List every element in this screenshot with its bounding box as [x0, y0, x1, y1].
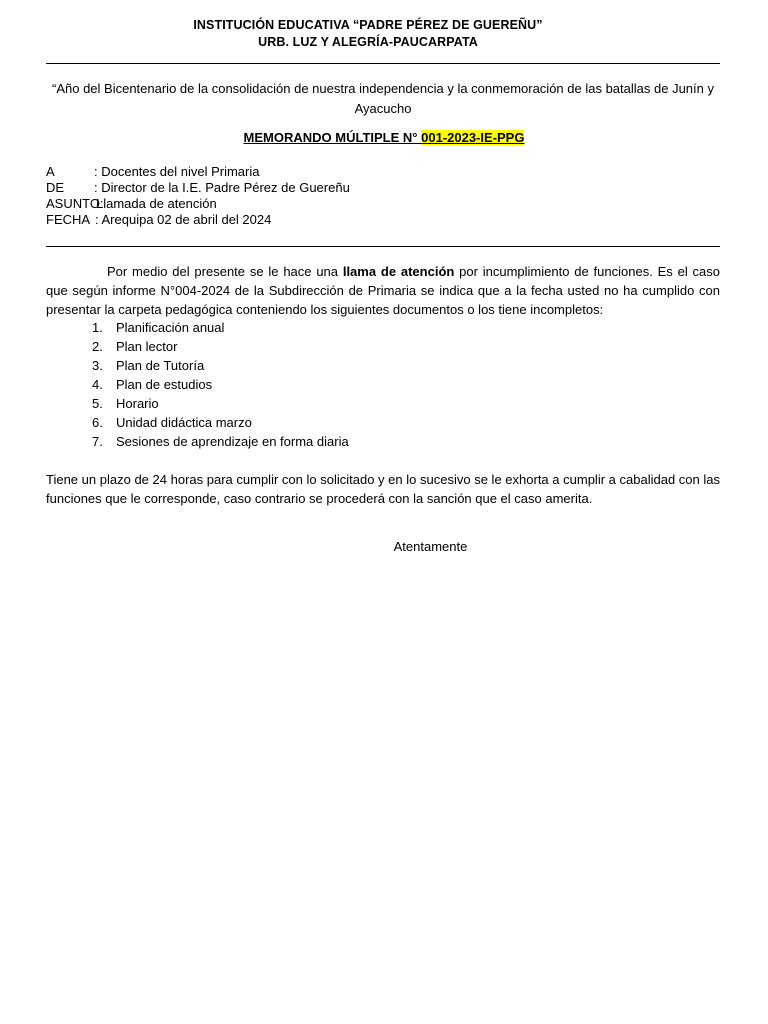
list-item-number: 5.	[92, 396, 103, 411]
memo-number: 001-2023-IE-PPG	[421, 130, 525, 145]
list-item-text: Plan de estudios	[116, 377, 213, 392]
list-item	[46, 432, 349, 451]
list-item-text: Sesiones de aprendizaje en forma diaria	[116, 434, 349, 449]
list-item-number: 1.	[92, 320, 103, 335]
list-item-number: 3.	[92, 358, 103, 373]
list-item-number: 6.	[92, 415, 103, 430]
p1-text-start: Por medio del presente se le hace una	[107, 264, 343, 279]
list-item	[46, 394, 349, 413]
field-from-value: : Director de la I.E. Padre Pérez de Guereñu	[94, 180, 350, 195]
list-item	[46, 413, 349, 432]
field-date-label: FECHA	[46, 212, 91, 227]
body-paragraph-2: Tiene un plazo de 24 horas para cumplir con lo solicitado y en lo sucesivo se le exhorta a cumplir a cabalidad con las funciones que le corresponde, caso contrario se procederá con la sanción que el caso amerita.	[46, 472, 720, 506]
list-item	[46, 318, 349, 337]
p1-text-end: por incumplimiento de funciones. Es el caso que según informe N°004-2024 de la Subdirección de Primaria se indica que a la fecha usted no ha cumplido con presentar la carpeta pedagógica conteniendo los siguientes documentos o los tiene incompletos:	[46, 264, 720, 317]
list-item-text: Plan lector	[116, 339, 178, 354]
field-date-value: : Arequipa 02 de abril del 2024	[95, 212, 272, 227]
list-item-number: 4.	[92, 377, 103, 392]
list-item-text: Horario	[116, 396, 159, 411]
field-subject-label: ASUNTO:	[46, 196, 104, 211]
field-to	[46, 163, 260, 180]
field-to-value: : Docentes del nivel Primaria	[94, 164, 260, 179]
list-item	[46, 356, 349, 375]
header-divider	[46, 63, 720, 64]
fields-divider	[46, 246, 720, 247]
institution-name: INSTITUCIÓN EDUCATIVA “PADRE PÉREZ DE GUEREÑU”	[193, 18, 543, 32]
memo-title	[0, 130, 768, 145]
list-item-text: Planificación anual	[116, 320, 225, 335]
field-subject	[46, 195, 217, 212]
list-item-number: 2.	[92, 339, 103, 354]
document-list	[46, 318, 349, 451]
institution-address: URB. LUZ Y ALEGRÍA-PAUCARPATA	[258, 35, 478, 49]
field-date	[46, 211, 272, 228]
field-subject-value: Llamada de atención	[96, 196, 217, 211]
list-item	[46, 375, 349, 394]
list-item-text: Unidad didáctica marzo	[116, 415, 252, 430]
list-item	[46, 337, 349, 356]
field-to-label: A	[46, 164, 55, 179]
memo-title-prefix: MEMORANDO MÚLTIPLE N°	[243, 130, 422, 145]
list-item-text: Plan de Tutoría	[116, 358, 205, 373]
year-motto: “Año del Bicentenario de la consolidación de nuestra independencia y la conmemoración de las batallas de Junín y Ayacucho	[52, 81, 714, 116]
list-item-number: 7.	[92, 434, 103, 449]
closing-salutation: Atentamente	[393, 539, 468, 554]
body-paragraph-1	[46, 262, 720, 319]
field-from	[46, 179, 350, 196]
p1-emphasis: llama de atención	[342, 264, 455, 279]
field-from-label: DE	[46, 180, 65, 195]
